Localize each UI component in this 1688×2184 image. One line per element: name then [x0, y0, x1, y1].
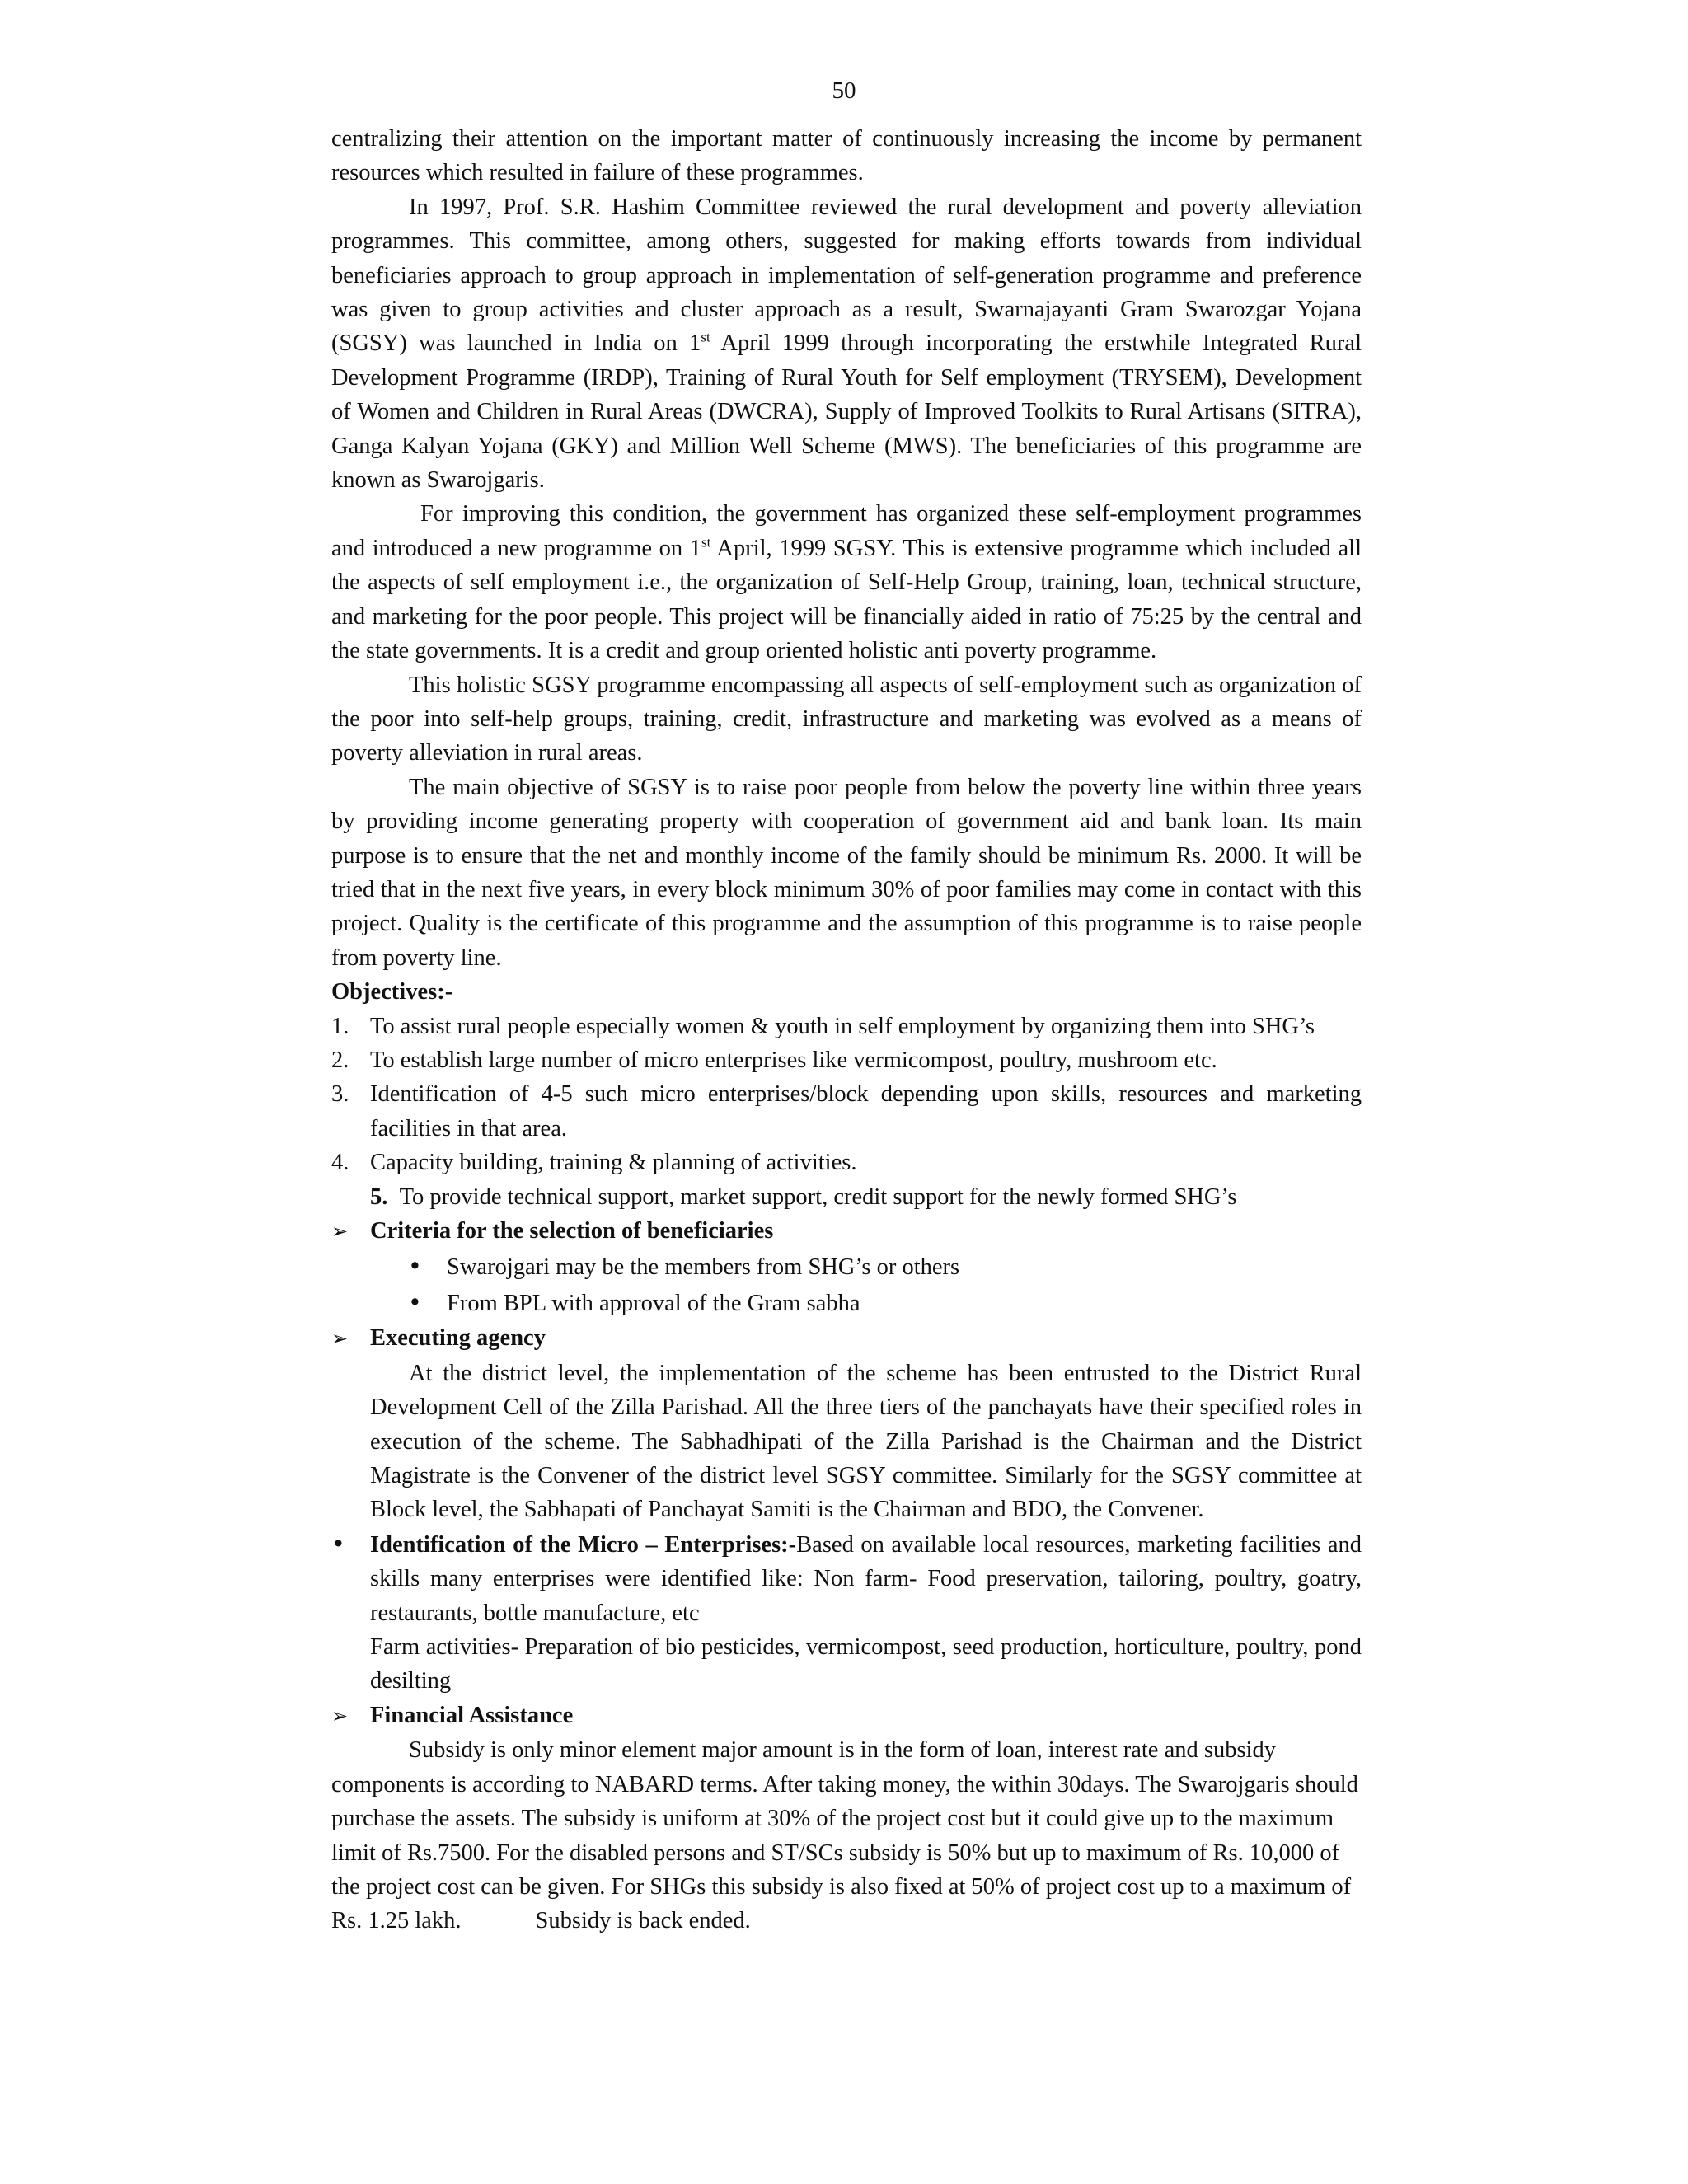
- paragraph-improving-condition: [331, 497, 1362, 668]
- document-body: [331, 122, 1362, 1938]
- round-bullet-icon: •: [408, 1289, 422, 1317]
- item-text: To assist rural people especially women & youth in self employment by organizing them into SHG’s: [370, 1013, 1315, 1039]
- micro-heading: Identification of the Micro – Enterprises:-: [370, 1531, 797, 1558]
- item-text: To provide technical support, market support, credit support for the newly formed SHG’s: [399, 1183, 1237, 1210]
- item-number: 2.: [331, 1047, 349, 1073]
- paragraph-text: For improving this condition, the government has organized these self-employment programmes and introduced a new programme on 1: [331, 501, 1362, 561]
- item-text: From BPL with approval of the Gram sabha: [447, 1291, 860, 1317]
- executing-section: [331, 1321, 1362, 1356]
- item-text: Identification of 4-5 such micro enterprises/block depending upon skills, resources and marketing facilities in that area.: [370, 1081, 1362, 1141]
- item-text: To establish large number of micro enterprises like vermicompost, poultry, mushroom etc.: [370, 1047, 1217, 1073]
- objective-item: [331, 1146, 1362, 1179]
- paragraph-holistic: This holistic SGSY programme encompassing all aspects of self-employment such as organization of the poor into self-help groups, training, credit, infrastructure and marketing was evolved as a means of poverty alleviation in rural areas.: [331, 672, 1362, 766]
- paragraph-text: Subsidy is back ended.: [535, 1908, 751, 1934]
- item-number: 1.: [331, 1013, 349, 1039]
- paragraph-text: Subsidy is only minor element major amount is in the form of loan, interest rate and subsidy components is according to NABARD terms. After taking money, the within 30days. The Swarojgaris should purchase the assets. The subsidy is uniform at 30% of the project cost but it could give up to the maximum limit of Rs.7500. For the disabled persons and ST/SCs subsidy is 50% but up to maximum of Rs. 10,000 of the project cost can be given. For SHGs this subsidy is also fixed at 50% of project cost up to a maximum of Rs. 1.25 lakh.: [331, 1737, 1358, 1934]
- item-text: Capacity building, training & planning of activities.: [370, 1150, 857, 1176]
- paragraph-text: In 1997, Prof. S.R. Hashim Committee reviewed the rural development and poverty alleviation programmes. This committee, among others, suggested for making efforts towards from individual beneficiaries approach to group approach in implementation of self-generation programme and preference was given to group activities and cluster approach as a result, Swarnajayanti Gram Swarozgar Yojana (SGSY) was launched in India on 1: [331, 194, 1362, 357]
- objectives-heading: Objectives:-: [331, 979, 453, 1005]
- micro-enterprises-section: [331, 1527, 1362, 1630]
- criteria-heading: Criteria for the selection of beneficiaries: [370, 1218, 774, 1244]
- financial-text: [331, 1733, 1362, 1938]
- criteria-item: [331, 1285, 1362, 1321]
- objective-item: [331, 1010, 1362, 1043]
- objective-item: [331, 1043, 1362, 1077]
- item-number: 5.: [370, 1183, 388, 1210]
- item-number: 4.: [331, 1150, 349, 1176]
- superscript: st: [701, 534, 711, 551]
- objective-item: [331, 1180, 1362, 1214]
- financial-heading: Financial Assistance: [370, 1702, 574, 1728]
- round-bullet-icon: •: [331, 1530, 345, 1558]
- paragraph-text: April 1999 through incorporating the erstwhile Integrated Rural Development Programme (IRDP), Training of Rural Youth for Self employment (TRYSEM), Development of Women and Children in Rural Areas (DWCRA), Supply of Improved Toolkits to Rural Artisans (SITRA), Ganga Kalyan Yojana (GKY) and Million Well Scheme (MWS). The beneficiaries of this programme are known as Swarojgaris.: [331, 330, 1362, 494]
- arrow-bullet-icon: ➢: [331, 1220, 349, 1243]
- paragraph-text: April, 1999 SGSY. This is extensive programme which included all the aspects of self employment i.e., the organization of Self-Help Group, training, loan, technical structure, and marketing for the poor people. This project will be financially aided in ratio of 75:25 by the central and the state governments. It is a credit and group oriented holistic anti poverty programme.: [331, 535, 1362, 664]
- arrow-bullet-icon: ➢: [331, 1704, 349, 1727]
- page-number: 50: [832, 77, 856, 104]
- farm-activities-text: Farm activities- Preparation of bio pesticides, vermicompost, seed production, horticulture, poultry, pond desilting: [370, 1634, 1362, 1694]
- paragraph-hashim-committee: [331, 190, 1362, 498]
- superscript: st: [701, 329, 710, 345]
- criteria-section: [331, 1214, 1362, 1249]
- objective-item: [331, 1077, 1362, 1146]
- item-number: 3.: [331, 1081, 349, 1108]
- round-bullet-icon: •: [408, 1253, 422, 1281]
- micro-text: Based on available local resources, marketing facilities and skills many enterprises were identified like: Non farm- Food preservation, tailoring, poultry, goatry, restaurants, bottle manufacture, etc: [370, 1531, 1362, 1626]
- item-text: Swarojgari may be the members from SHG’s or others: [447, 1254, 960, 1281]
- paragraph-main-objective: The main objective of SGSY is to raise poor people from below the poverty line within three years by providing income generating property with cooperation of government aid and bank loan. Its main purpose is to ensure that the net and monthly income of the family should be minimum Rs. 2000. It will be tried that in the next five years, in every block minimum 30% of poor families may come in contact with this project. Quality is the certificate of this programme and the assumption of this programme is to raise people from poverty line.: [331, 774, 1362, 971]
- financial-section: [331, 1699, 1362, 1733]
- executing-text: At the district level, the implementation of the scheme has been entrusted to the District Rural Development Cell of the Zilla Parishad. All the three tiers of the panchayats have their specified roles in execution of the scheme. The Sabhadhipati of the Zilla Parishad is the Chairman and the District Magistrate is the Convener of the district level SGSY committee. Similarly for the SGSY committee at Block level, the Sabhapati of Panchayat Samiti is the Chairman and BDO, the Convener.: [370, 1360, 1362, 1523]
- arrow-bullet-icon: ➢: [331, 1327, 349, 1351]
- criteria-item: [331, 1249, 1362, 1285]
- paragraph-1: centralizing their attention on the important matter of continuously increasing the income by permanent resources which resulted in failure of these programmes.: [331, 126, 1362, 186]
- executing-heading: Executing agency: [370, 1325, 546, 1352]
